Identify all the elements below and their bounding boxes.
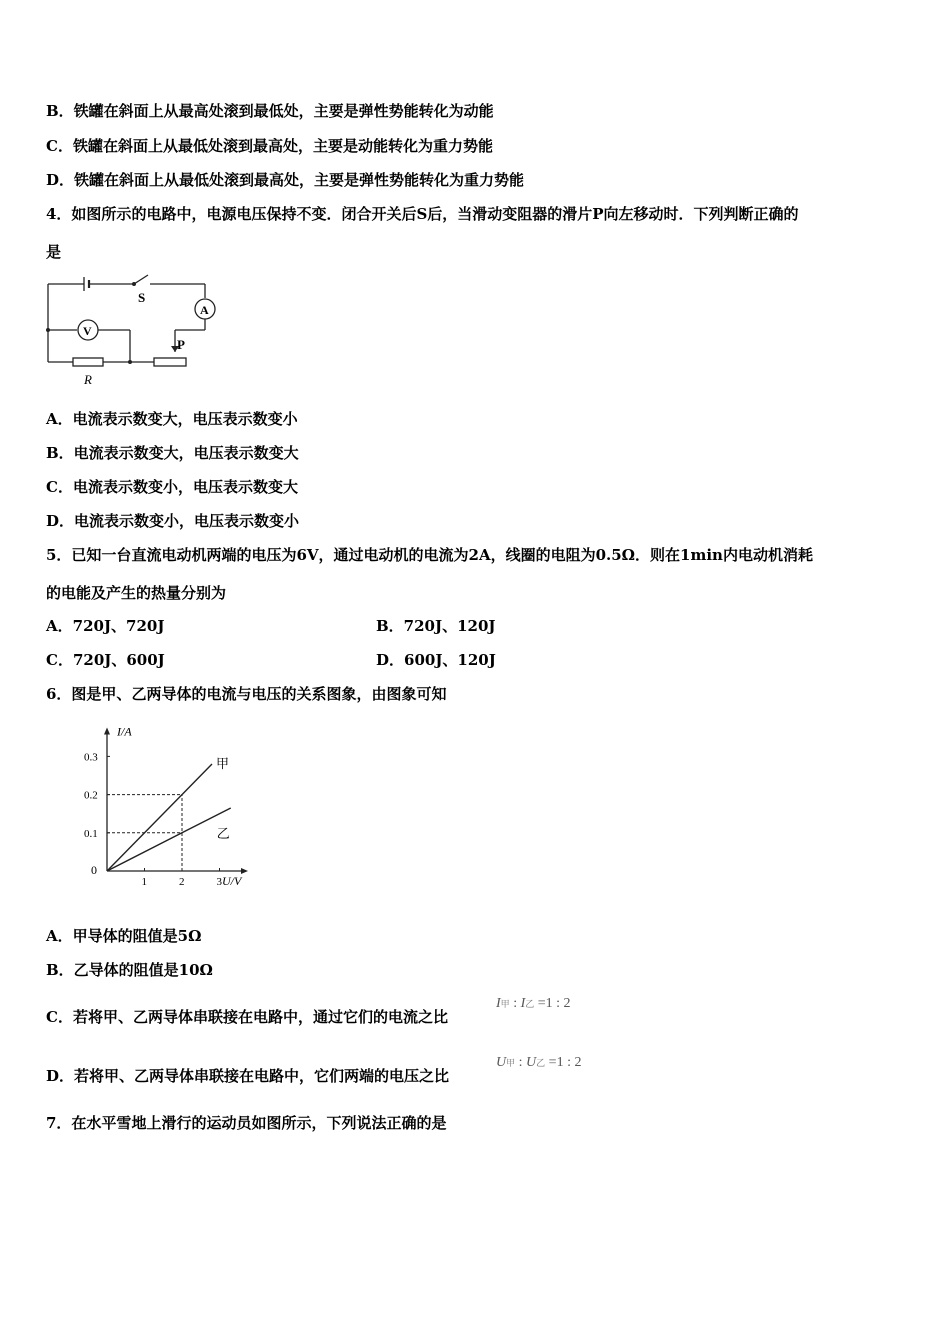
q4-option-b: B．电流表示数变大，电压表示数变大 <box>46 444 299 462</box>
ratio-current <box>496 996 571 1012</box>
slider-label: P <box>177 337 185 352</box>
circuit-diagram <box>40 272 230 392</box>
q4-option-a: A．电流表示数变大，电压表示数变小 <box>46 410 298 428</box>
voltmeter-label: V <box>83 324 92 338</box>
ratio-current-sep: : <box>513 996 518 1011</box>
x-tick-label: 1 <box>141 876 147 888</box>
ratio-voltage <box>496 1055 581 1071</box>
junction-bottom <box>128 360 132 364</box>
q6-option-c: C．若将甲、乙两导体串联接在电路中，通过它们的电流之比 <box>46 1008 448 1026</box>
q4-stem-line2: 是 <box>46 243 62 261</box>
ratio-voltage-a: U <box>496 1055 507 1070</box>
q5-option-a: A．720J、720J <box>46 617 165 635</box>
ratio-current-b: I <box>520 996 526 1011</box>
q5-option-d: D．600J、120J <box>376 651 496 669</box>
ratio-voltage-b-sub: 乙 <box>536 1058 546 1068</box>
q4-option-d: D．电流表示数变小，电压表示数变小 <box>46 512 300 530</box>
switch-pivot <box>132 282 136 286</box>
ratio-voltage-value: =1 : 2 <box>548 1055 582 1070</box>
ratio-current-b-sub: 乙 <box>525 999 535 1009</box>
junction-left <box>46 328 50 332</box>
switch-label: S <box>138 290 146 305</box>
series-label-yi: 乙 <box>216 825 230 841</box>
iv-graph <box>80 716 270 896</box>
ratio-voltage-sep: : <box>518 1055 523 1070</box>
q5-stem-line2: 的电能及产生的热量分别为 <box>46 584 227 602</box>
ratio-current-a: I <box>496 996 501 1011</box>
switch-blade <box>134 275 148 284</box>
y-tick-label: 0.2 <box>84 789 98 802</box>
x-axis-arrow <box>241 868 248 874</box>
ratio-current-value: =1 : 2 <box>537 996 571 1011</box>
y-tick-label: 0.3 <box>84 751 98 764</box>
q5-stem-line1: 5．已知一台直流电动机两端的电压为6V，通过电动机的电流为2A，线圈的电阻为0.5Ω．则在1min内电动机消耗 <box>46 546 813 564</box>
option-c-prev: C．铁罐在斜面上从最低处滚到最高处，主要是动能转化为重力势能 <box>46 137 493 155</box>
q5-option-c: C．720J、600J <box>46 651 165 669</box>
series-label-jia: 甲 <box>216 756 230 772</box>
q7-stem: 7．在水平雪地上滑行的运动员如图所示，下列说法正确的是 <box>46 1114 447 1132</box>
y-axis-label: I/A <box>117 724 132 739</box>
ammeter-label: A <box>200 303 209 317</box>
ratio-voltage-a-sub: 甲 <box>506 1058 516 1068</box>
option-b-prev: B．铁罐在斜面上从最高处滚到最低处，主要是弹性势能转化为动能 <box>46 102 494 120</box>
x-tick-label: 3 <box>216 876 222 888</box>
q4-stem-line1: 4．如图所示的电路中，电源电压保持不变．闭合开关后S后，当滑动变阻器的滑片P向左移动时．下列判断正确的 <box>46 205 799 223</box>
option-d-prev: D．铁罐在斜面上从最低处滚到最高处，主要是弹性势能转化为重力势能 <box>46 171 525 189</box>
q6-option-d: D．若将甲、乙两导体串联接在电路中，它们两端的电压之比 <box>46 1067 450 1085</box>
y-axis-arrow <box>104 727 110 734</box>
origin-label: 0 <box>91 863 97 877</box>
series-line-jia <box>107 764 212 871</box>
x-tick-label: 2 <box>179 876 185 888</box>
y-tick-label: 0.1 <box>84 827 98 840</box>
resistor-r <box>73 358 103 366</box>
q6-option-a: A．甲导体的阻值是5Ω <box>46 927 202 945</box>
series-line-yi <box>107 808 231 871</box>
q6-stem: 6．图是甲、乙两导体的电流与电压的关系图象，由图象可知 <box>46 685 447 703</box>
q5-option-b: B．720J、120J <box>376 617 496 635</box>
ratio-voltage-b: U <box>526 1055 537 1070</box>
q4-option-c: C．电流表示数变小，电压表示数变大 <box>46 478 298 496</box>
q6-option-b: B．乙导体的阻值是10Ω <box>46 961 213 979</box>
rheostat <box>154 358 186 366</box>
x-axis-label: U/V <box>222 874 242 888</box>
ratio-current-a-sub: 甲 <box>500 999 510 1009</box>
resistor-label: R <box>84 372 92 387</box>
